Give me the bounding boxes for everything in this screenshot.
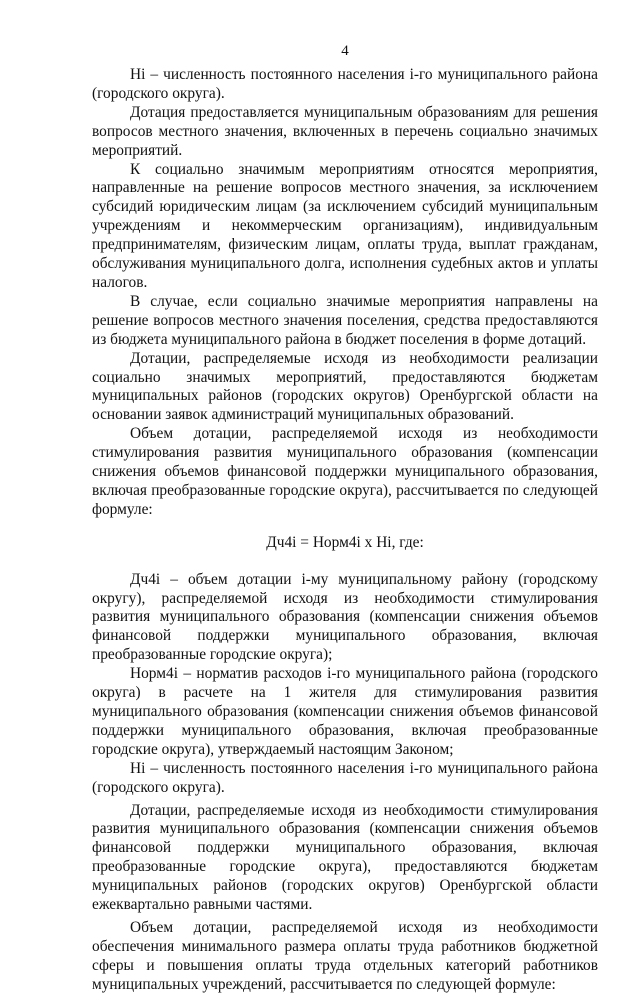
- page-number: 4: [341, 43, 349, 59]
- paragraph-social-measures: К социально значимым мероприятиям относятся мероприятия, направленные на решение вопросов местного значения, за исключением субсидий юридическим лицам (за исключением субсидий муниципальным учреждениям и некоммерческим организациям), индивидуальным предпринимателям, физическим лицам, оплаты труда, выплат гражданам, обслуживания муниципального долга, исполнения судебных актов и уплаты налогов.: [92, 160, 598, 291]
- paragraph-formula-intro: Объем дотации, распределяемой исходя из необходимости стимулирования развития муниципального образования (компенсации снижения объемов финансовой поддержки муниципального образования, включая преобразованные городские округа), рассчитывается по следующей формуле:: [92, 425, 598, 518]
- paragraph-settlement-grants: В случае, если социально значимые мероприятия направлены на решение вопросов местного значения поселения, средства предоставляются из бюджета муниципального района в бюджет поселения в форме дотаций.: [92, 292, 598, 348]
- paragraph-norm4i-definition: Норм4i – норматив расходов i-го муниципального района (городского округа) в расчете на 1 жителя для стимулирования развития муниципального образования (компенсации снижения объемов финансовой поддержки муниципального образования, включая преобразованные городские округа), утверждаемый настоящим Законом;: [92, 665, 598, 758]
- paragraph-dch4i-definition: Дч4i – объем дотации i-му муниципальному району (городскому округу), распределяемой исходя из необходимости стимулирования развития муниципального образования (компенсации снижения объемов финансовой поддержки муниципального образования, включая преобразованные городские округа);: [92, 570, 598, 664]
- formula: Дч4i = Норм4i x Hi, где:: [266, 533, 424, 551]
- paragraph-population-definition: Hi – численность постоянного населения i-го муниципального района (городского округа).: [92, 66, 598, 102]
- document-body: [92, 66, 598, 995]
- paragraph-grant-purpose: Дотация предоставляется муниципальным образованиям для решения вопросов местного значения, включенных в перечень социально значимых мероприятий.: [92, 103, 598, 159]
- paragraph-grant-applications: Дотации, распределяемые исходя из необходимости реализации социально значимых мероприятий, предоставляются бюджетам муниципальных районов (городских округов) Оренбургской области на основании заявок администраций муниципальных образований.: [92, 349, 598, 424]
- paragraph-min-wage-formula-intro: Объем дотации, распределяемой исходя из необходимости обеспечения минимального размера оплаты труда работников бюджетной сферы и повышения оплаты труда отдельных категорий работников муниципальных учреждений, рассчитывается по следующей формуле:: [92, 918, 598, 993]
- paragraph-quarterly-grants: Дотации, распределяемые исходя из необходимости стимулирования развития муниципального образования (компенсации снижения объемов финансовой поддержки муниципального образования, включая преобразованные городские округа), предоставляются бюджетам муниципальных районов (городских округов) Оренбургской области ежеквартально равными частями.: [92, 801, 598, 914]
- paragraph-hi-definition: Hi – численность постоянного населения i-го муниципального района (городского округа).: [92, 759, 598, 796]
